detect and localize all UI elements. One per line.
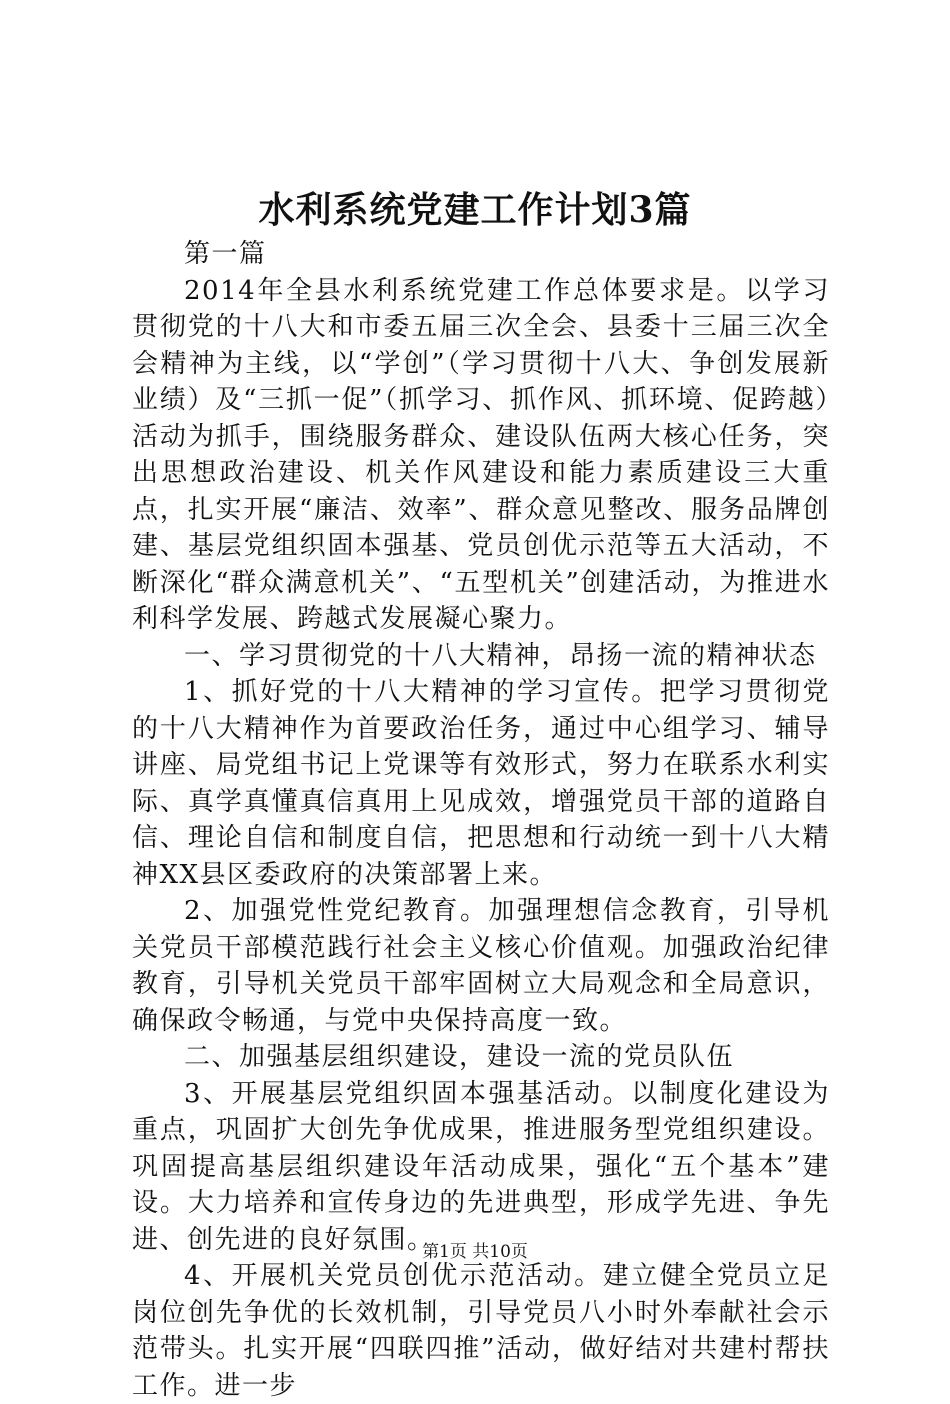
paragraph-item-4: 4、开展机关党员创优示范活动。建立健全党员立足岗位创先争优的长效机制，引导党员八小时外奉献社会示范带头。扎实开展“四联四推”活动，做好结对共建村帮扶工作。进一步 <box>132 1261 830 1401</box>
document-title: 水利系统党建工作计划3篇 <box>258 189 692 231</box>
paragraph-item-3: 3、开展基层党组织固本强基活动。以制度化建设为重点，巩固扩大创先争优成果，推进服务型党组织建设。巩固提高基层组织建设年活动成果，强化“五个基本”建设。大力培养和宣传身边的先进典型，形成学先进、争先进、创先进的良好氛围。 <box>132 1078 830 1255</box>
paragraph-item-1: 1、抓好党的十八大精神的学习宣传。把学习贯彻党的十八大精神作为首要政治任务，通过中心组学习、辅导讲座、局党组书记上党课等有效形式，努力在联系水利实际、真学真懂真信真用上见成效，增强党员干部的道路自信、理论自信和制度自信，把思想和行动统一到十八大精神XX县区委政府的决策部署上来。 <box>132 677 830 890</box>
section-heading-first: 第一篇 <box>184 239 267 269</box>
section-heading-two: 二、加强基层组织建设，建设一流的党员队伍 <box>184 1042 735 1072</box>
document-body <box>132 236 830 1404</box>
paragraph-overview: 2014年全县水利系统党建工作总体要求是。以学习贯彻党的十八大和市委五届三次全会、县委十三届三次全会精神为主线，以“学创”（学习贯彻十八大、争创发展新业绩）及“三抓一促”（抓学习、抓作风、抓环境、促跨越）活动为抓手，围绕服务群众、建设队伍两大核心任务，突出思想政治建设、机关作风建设和能力素质建设三大重点，扎实开展“廉洁、效率”、群众意见整改、服务品牌创建、基层党组织固本强基、党员创优示范等五大活动，不断深化“群众满意机关”、“五型机关”创建活动，为推进水利科学发展、跨越式发展凝心聚力。 <box>132 275 830 634</box>
section-heading-one: 一、学习贯彻党的十八大精神，昂扬一流的精神状态 <box>184 640 817 671</box>
page-footer: 第1页 共10页 <box>422 1242 528 1262</box>
paragraph-item-2: 2、加强党性党纪教育。加强理想信念教育，引导机关党员干部模范践行社会主义核心价值观。加强政治纪律教育，引导机关党员干部牢固树立大局观念和全局意识，确保政令畅通，与党中央保持高度一致。 <box>132 896 830 1036</box>
